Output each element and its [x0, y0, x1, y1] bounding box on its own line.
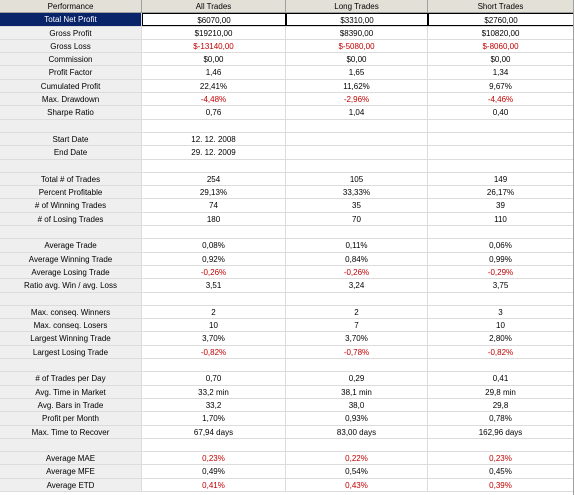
- cell-long-trades[interactable]: 1,04: [286, 106, 428, 118]
- row-label[interactable]: Percent Profitable: [0, 186, 142, 198]
- table-row[interactable]: [0, 346, 573, 359]
- table-row[interactable]: [0, 399, 573, 412]
- table-row[interactable]: [0, 93, 573, 106]
- cell-all-trades[interactable]: 22,41%: [142, 80, 286, 92]
- cell-long-trades[interactable]: 0,84%: [286, 253, 428, 265]
- cell-all-trades[interactable]: [142, 293, 286, 305]
- cell-long-trades[interactable]: [286, 120, 428, 132]
- cell-short-trades[interactable]: 0,78%: [489, 414, 512, 424]
- cell-long-trades[interactable]: 70: [286, 213, 428, 225]
- cell-short-trades[interactable]: 29,8 min: [485, 387, 516, 397]
- table-row[interactable]: [0, 465, 573, 478]
- table-row[interactable]: [0, 66, 573, 79]
- row-label[interactable]: Sharpe Ratio: [0, 106, 142, 118]
- cell-long-trades[interactable]: 0,93%: [286, 412, 428, 424]
- row-label[interactable]: Average Losing Trade: [0, 266, 142, 278]
- table-row[interactable]: [0, 186, 573, 199]
- cell-long-trades[interactable]: [286, 146, 428, 158]
- spacer-row: [0, 359, 573, 372]
- cell-long-trades[interactable]: [286, 359, 428, 371]
- cell-short-trades[interactable]: 0,45%: [489, 467, 512, 477]
- cell-short-trades[interactable]: [428, 226, 573, 238]
- table-row[interactable]: [0, 372, 573, 385]
- cell-all-trades[interactable]: $0,00: [142, 53, 286, 65]
- cell-long-trades[interactable]: 38,1 min: [286, 386, 428, 398]
- cell-long-trades[interactable]: 3,70%: [286, 332, 428, 344]
- row-label[interactable]: Profit per Month: [0, 412, 142, 424]
- cell-short-trades[interactable]: 162,96 days: [478, 427, 523, 437]
- table-row[interactable]: [0, 106, 573, 119]
- cell-short-trades[interactable]: 0,23%: [489, 454, 512, 464]
- row-label[interactable]: # of Trades per Day: [0, 372, 142, 384]
- row-label[interactable]: Average Trade: [0, 239, 142, 251]
- cell-all-trades[interactable]: 254: [142, 173, 286, 185]
- cell-long-trades[interactable]: 38,0: [286, 399, 428, 411]
- cell-long-trades[interactable]: -0,78%: [286, 346, 428, 358]
- row-label[interactable]: [0, 293, 142, 305]
- table-row[interactable]: [0, 146, 573, 159]
- cell-short-trades[interactable]: 0,99%: [489, 254, 512, 264]
- cell-short-trades[interactable]: 149: [493, 174, 508, 184]
- cell-all-trades[interactable]: 29,13%: [142, 186, 286, 198]
- cell-short-trades[interactable]: -0,82%: [487, 347, 514, 357]
- row-label[interactable]: [0, 160, 142, 172]
- cell-all-trades[interactable]: 0,08%: [142, 239, 286, 251]
- row-label[interactable]: Largest Winning Trade: [0, 332, 142, 344]
- header-short-trades[interactable]: Short Trades: [477, 2, 524, 11]
- row-label[interactable]: Total # of Trades: [0, 173, 142, 185]
- table-row[interactable]: [0, 266, 573, 279]
- row-label[interactable]: Max. conseq. Losers: [0, 319, 142, 331]
- row-label[interactable]: Profit Factor: [0, 66, 142, 78]
- spacer-row: [0, 160, 573, 173]
- row-label[interactable]: Gross Profit: [0, 27, 142, 39]
- table-row[interactable]: [0, 452, 573, 465]
- cell-long-trades[interactable]: [286, 160, 428, 172]
- row-label[interactable]: Commission: [0, 53, 142, 65]
- cell-short-trades[interactable]: 0,39%: [489, 480, 512, 490]
- cell-all-trades[interactable]: 33,2: [142, 399, 286, 411]
- cell-short-trades[interactable]: 0,41: [492, 374, 509, 384]
- row-label[interactable]: [0, 439, 142, 451]
- cell-long-trades[interactable]: [286, 226, 428, 238]
- cell-all-trades[interactable]: 0,23%: [142, 452, 286, 464]
- cell-all-trades[interactable]: 1,46: [142, 66, 286, 78]
- cell-short-trades[interactable]: -0,29%: [487, 267, 514, 277]
- cell-long-trades[interactable]: $8390,00: [286, 27, 428, 39]
- cell-short-trades[interactable]: 3,75: [492, 281, 509, 291]
- cell-all-trades[interactable]: 67,94 days: [142, 426, 286, 438]
- cell-short-trades[interactable]: 3: [498, 307, 503, 317]
- cell-short-trades[interactable]: $-8060,00: [482, 41, 519, 51]
- cell-all-trades[interactable]: -4,48%: [142, 93, 286, 105]
- table-row[interactable]: [0, 412, 573, 425]
- cell-all-trades[interactable]: 0,70: [142, 372, 286, 384]
- cell-all-trades[interactable]: 74: [142, 199, 286, 211]
- cell-short-trades[interactable]: [428, 160, 573, 172]
- cell-short-trades[interactable]: 39: [496, 201, 505, 211]
- row-label[interactable]: Avg. Bars in Trade: [0, 399, 142, 411]
- cell-long-trades[interactable]: 83,00 days: [286, 426, 428, 438]
- cell-all-trades[interactable]: 10: [142, 319, 286, 331]
- row-label[interactable]: Largest Losing Trade: [0, 346, 142, 358]
- cell-short-trades[interactable]: [428, 133, 573, 145]
- cell-all-trades[interactable]: 0,92%: [142, 253, 286, 265]
- row-label[interactable]: [0, 226, 142, 238]
- table-row[interactable]: [0, 80, 573, 93]
- cell-all-trades[interactable]: $6070,00: [142, 13, 286, 25]
- cell-short-trades[interactable]: [428, 293, 573, 305]
- cell-long-trades[interactable]: -2,96%: [286, 93, 428, 105]
- cell-short-trades[interactable]: 10: [496, 321, 505, 331]
- cell-long-trades[interactable]: -0,26%: [286, 266, 428, 278]
- cell-long-trades[interactable]: 1,65: [286, 66, 428, 78]
- cell-all-trades[interactable]: 0,49%: [142, 465, 286, 477]
- cell-long-trades[interactable]: 0,29: [286, 372, 428, 384]
- cell-all-trades[interactable]: [142, 120, 286, 132]
- cell-all-trades[interactable]: -0,82%: [142, 346, 286, 358]
- cell-all-trades[interactable]: [142, 160, 286, 172]
- cell-long-trades[interactable]: 0,11%: [286, 239, 428, 251]
- cell-short-trades[interactable]: $2760,00: [428, 13, 573, 25]
- cell-long-trades[interactable]: 2: [286, 306, 428, 318]
- table-row[interactable]: [0, 386, 573, 399]
- cell-all-trades[interactable]: -0,26%: [142, 266, 286, 278]
- table-row[interactable]: [0, 53, 573, 66]
- table-row[interactable]: [0, 239, 573, 252]
- cell-long-trades[interactable]: [286, 293, 428, 305]
- cell-all-trades[interactable]: [142, 359, 286, 371]
- row-label[interactable]: Start Date: [0, 133, 142, 145]
- cell-short-trades[interactable]: [428, 359, 573, 371]
- cell-long-trades[interactable]: $0,00: [286, 53, 428, 65]
- row-label[interactable]: Max. Time to Recover: [0, 426, 142, 438]
- grid-body: [0, 13, 573, 492]
- cell-all-trades[interactable]: 0,41%: [142, 479, 286, 491]
- table-row[interactable]: [0, 426, 573, 439]
- cell-short-trades[interactable]: [428, 439, 573, 451]
- spacer-row: [0, 120, 573, 133]
- row-label[interactable]: [0, 120, 142, 132]
- cell-long-trades[interactable]: [286, 439, 428, 451]
- row-label[interactable]: Average Winning Trade: [0, 253, 142, 265]
- cell-long-trades[interactable]: 0,22%: [286, 452, 428, 464]
- cell-short-trades[interactable]: 2,80%: [489, 334, 512, 344]
- table-row[interactable]: [0, 213, 573, 226]
- cell-all-trades[interactable]: $19210,00: [142, 27, 286, 39]
- cell-short-trades[interactable]: 9,67%: [489, 81, 512, 91]
- cell-all-trades[interactable]: [142, 226, 286, 238]
- cell-long-trades[interactable]: $-5080,00: [286, 40, 428, 52]
- cell-all-trades[interactable]: 3,51: [142, 279, 286, 291]
- spacer-row: [0, 293, 573, 306]
- row-label[interactable]: Average MAE: [0, 452, 142, 464]
- table-row[interactable]: [0, 253, 573, 266]
- cell-short-trades[interactable]: $0,00: [490, 55, 511, 65]
- cell-all-trades[interactable]: 29. 12. 2009: [142, 146, 286, 158]
- table-row[interactable]: [0, 199, 573, 212]
- table-row[interactable]: [0, 173, 573, 186]
- cell-short-trades[interactable]: 110: [494, 214, 507, 224]
- cell-long-trades[interactable]: 105: [286, 173, 428, 185]
- table-row[interactable]: [0, 279, 573, 292]
- row-label[interactable]: Max. conseq. Winners: [0, 306, 142, 318]
- cell-short-trades[interactable]: 0,06%: [489, 241, 512, 251]
- cell-long-trades[interactable]: 0,43%: [286, 479, 428, 491]
- table-row[interactable]: [0, 27, 573, 40]
- row-label[interactable]: Max. Drawdown: [0, 93, 142, 105]
- header-row: [0, 0, 573, 13]
- cell-all-trades[interactable]: $-13140,00: [142, 40, 286, 52]
- row-label[interactable]: Average MFE: [0, 465, 142, 477]
- cell-long-trades[interactable]: 33,33%: [286, 186, 428, 198]
- header-long-trades[interactable]: Long Trades: [286, 0, 428, 12]
- cell-long-trades[interactable]: 11,62%: [286, 80, 428, 92]
- row-label[interactable]: Total Net Profit: [0, 13, 142, 25]
- spacer-row: [0, 439, 573, 452]
- row-label[interactable]: # of Losing Trades: [0, 213, 142, 225]
- cell-long-trades[interactable]: 7: [286, 319, 428, 331]
- cell-all-trades[interactable]: 3,70%: [142, 332, 286, 344]
- header-all-trades[interactable]: All Trades: [142, 0, 286, 12]
- row-label[interactable]: Avg. Time in Market: [0, 386, 142, 398]
- table-row[interactable]: [0, 479, 573, 492]
- row-label[interactable]: Average ETD: [0, 479, 142, 491]
- cell-short-trades[interactable]: 26,17%: [486, 188, 515, 198]
- cell-all-trades[interactable]: 33,2 min: [142, 386, 286, 398]
- table-row[interactable]: [0, 40, 573, 53]
- cell-long-trades[interactable]: [286, 133, 428, 145]
- cell-long-trades[interactable]: 0,54%: [286, 465, 428, 477]
- cell-all-trades[interactable]: [142, 439, 286, 451]
- cell-short-trades[interactable]: 29,8: [492, 400, 509, 410]
- table-row[interactable]: [0, 13, 573, 26]
- cell-short-trades[interactable]: $10820,00: [481, 28, 520, 38]
- row-label[interactable]: End Date: [0, 146, 142, 158]
- cell-all-trades[interactable]: 2: [142, 306, 286, 318]
- cell-short-trades[interactable]: 0,40: [492, 108, 509, 118]
- row-label[interactable]: Ratio avg. Win / avg. Loss: [0, 279, 142, 291]
- row-label[interactable]: # of Winning Trades: [0, 199, 142, 211]
- cell-long-trades[interactable]: 35: [286, 199, 428, 211]
- cell-short-trades[interactable]: 1,34: [492, 68, 509, 78]
- cell-all-trades[interactable]: 1,70%: [142, 412, 286, 424]
- spacer-row: [0, 226, 573, 239]
- cell-all-trades[interactable]: 180: [142, 213, 286, 225]
- cell-short-trades[interactable]: [428, 120, 573, 132]
- cell-all-trades[interactable]: 12. 12. 2008: [142, 133, 286, 145]
- table-row[interactable]: [0, 319, 573, 332]
- row-label[interactable]: [0, 359, 142, 371]
- cell-long-trades[interactable]: $3310,00: [286, 13, 428, 25]
- cell-short-trades[interactable]: [428, 146, 573, 158]
- row-label[interactable]: Gross Loss: [0, 40, 142, 52]
- header-performance[interactable]: Performance: [0, 0, 142, 12]
- cell-all-trades[interactable]: 0,76: [142, 106, 286, 118]
- table-row[interactable]: [0, 133, 573, 146]
- table-row[interactable]: [0, 332, 573, 345]
- cell-long-trades[interactable]: 3,24: [286, 279, 428, 291]
- cell-short-trades[interactable]: -4,46%: [487, 95, 514, 105]
- table-row[interactable]: [0, 306, 573, 319]
- row-label[interactable]: Cumulated Profit: [0, 80, 142, 92]
